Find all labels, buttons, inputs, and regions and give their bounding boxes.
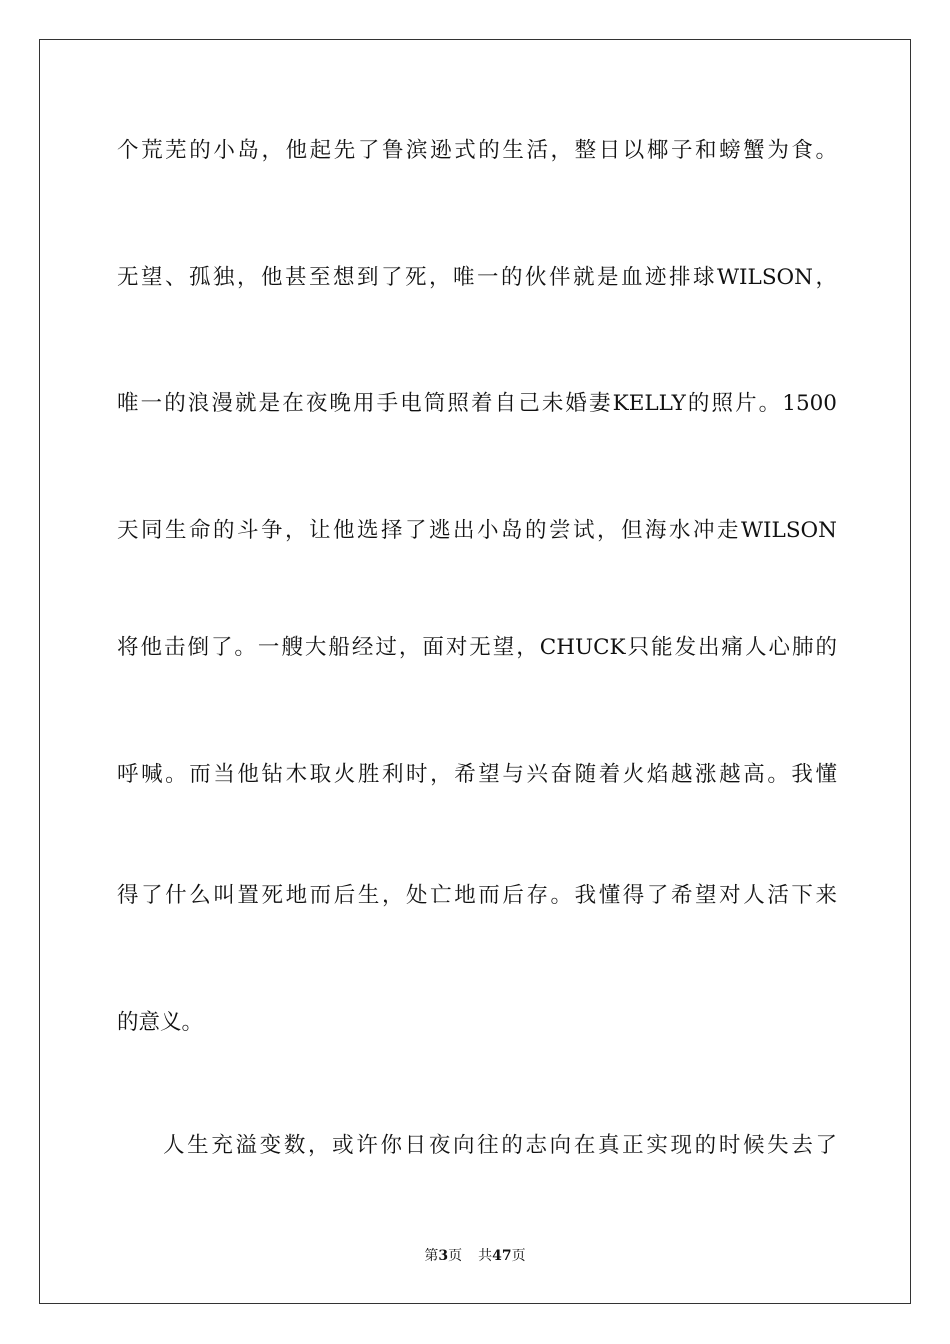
footer-total-pages: 47 bbox=[492, 1248, 512, 1264]
body-text-line-5: 将他击倒了。一艘大船经过，面对无望，CHUCK只能发出痛人心肺的 bbox=[117, 635, 837, 660]
footer-page-suffix: 页 bbox=[448, 1248, 463, 1264]
footer-total-suffix: 页 bbox=[511, 1248, 526, 1264]
body-text-line-2: 无望、孤独，他甚至想到了死，唯一的伙伴就是血迹排球WILSON， bbox=[117, 265, 837, 290]
body-text-line-8: 的意义。 bbox=[117, 1010, 204, 1035]
body-text-line-7: 得了什么叫置死地而后生，处亡地而后存。我懂得了希望对人活下来 bbox=[117, 883, 837, 908]
body-text-line-1: 个荒芜的小岛，他起先了鲁滨逊式的生活，整日以椰子和螃蟹为食。 bbox=[117, 138, 837, 163]
footer-page-prefix: 第 bbox=[424, 1248, 439, 1264]
page-footer bbox=[0, 1246, 950, 1266]
body-text-line-9: 人生充溢变数，或许你日夜向往的志向在真正实现的时候失去了 bbox=[163, 1133, 837, 1158]
footer-total-prefix: 共 bbox=[478, 1248, 493, 1264]
page-border bbox=[39, 39, 911, 1304]
body-text-line-3: 唯一的浪漫就是在夜晚用手电筒照着自己未婚妻KELLY的照片。1500 bbox=[117, 391, 837, 416]
footer-page-number: 3 bbox=[438, 1248, 449, 1264]
body-text-line-6: 呼喊。而当他钻木取火胜利时，希望与兴奋随着火焰越涨越高。我懂 bbox=[117, 762, 837, 787]
body-text-line-4: 天同生命的斗争，让他选择了逃出小岛的尝试，但海水冲走WILSON bbox=[117, 518, 837, 543]
